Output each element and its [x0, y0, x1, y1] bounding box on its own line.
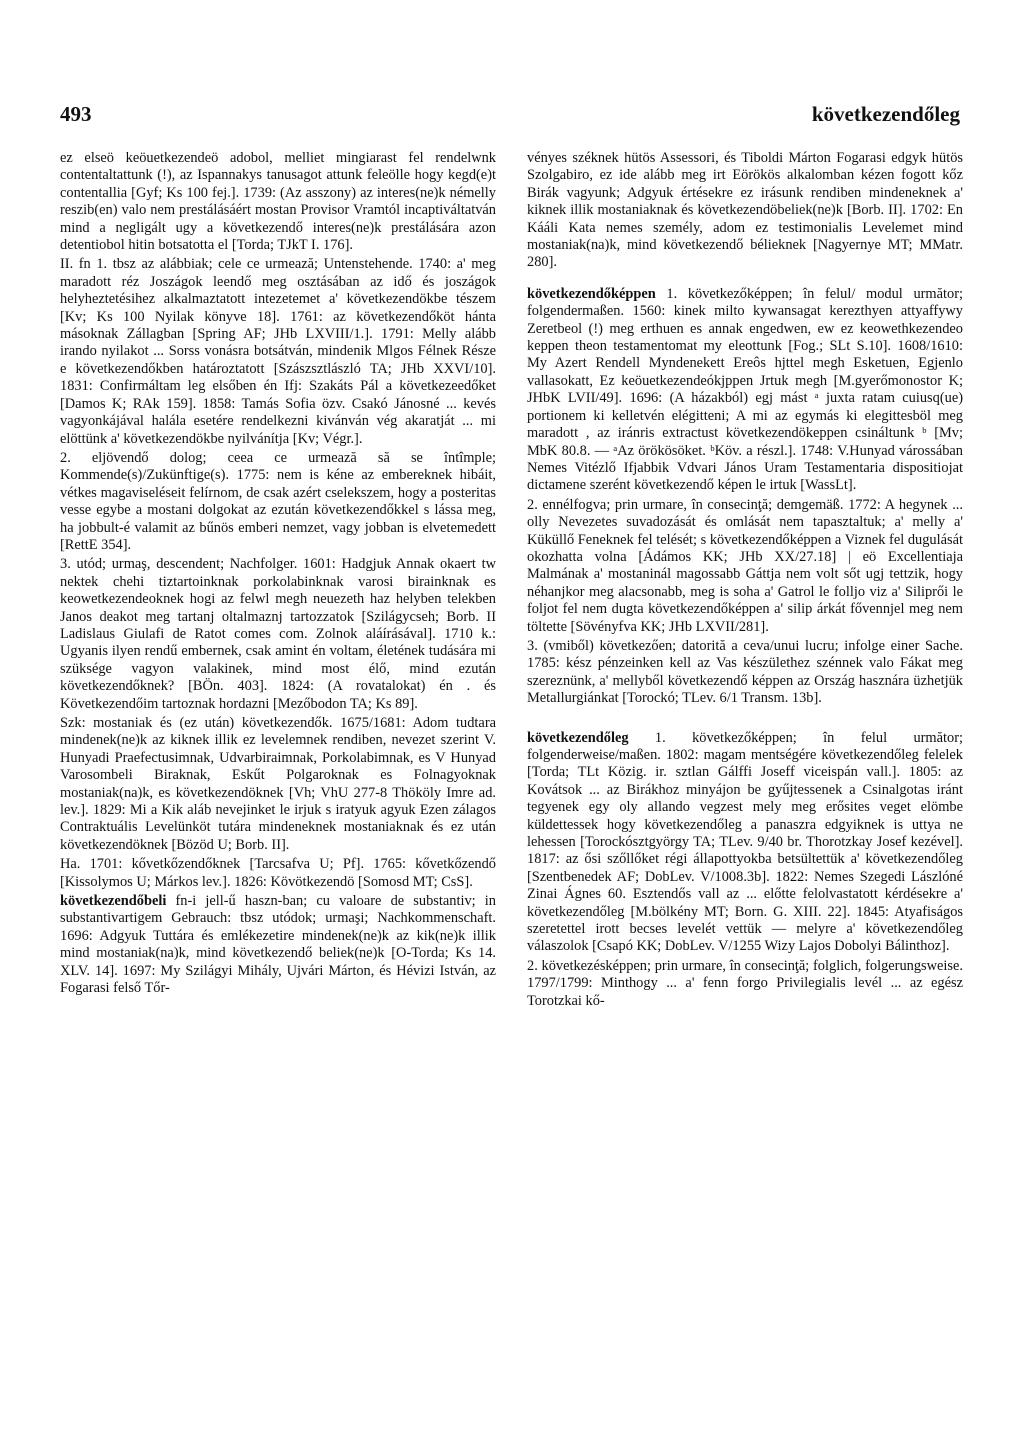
sense-2-kovetkezendoleg: 2. következésképpen; prin urmare, în consecinţă; folglich, folgerungsweise. 1797/1799: Minthogy ... a' fenn forgo Privilegialis levél ... az egész Torotzkai kő-: [527, 957, 963, 1009]
entry-kovetkezendokeppen: következendőképpen 1. következőképpen; în felul/ modul următor; folgendermaßen. 1560: kinek milto kywansagat kerezthyen attyaffywy Zeretbeol (!) meg erthuen es annak engedwen, ew ez keowethkezendeo keppen theon testamentomat my eleottunk [Fog.; SLt S.10]. 1608/1610: My Azert Rendell Myndenekett Ereôs hjttel megh Esketuen, Egjenlo vallasokatt, Ez keöuetkezendeókjppen Jrtuk megh [M.gyerőmonostor K; JHbK LVII/49]. 1696: (A házakból) egj mást ᵃ juxta ratam cuiusq(ue) portionem ki kelletvén elégitteni; A mi az egymás ki elegittesböl meg maradott , az iránris extractust következendökeppen csináltunk ᵇ [Mv; MbK 80.8. — ᵃAz örökösöket. ᵇKöv. a részl.]. 1748: V.Hunyad várossában Nemes Vitézlő Ifjabbik Vdvari János Uram Testamentaria dispositiojat dictamene szerént következendő képen le irtuk [WassLt].: [527, 285, 963, 494]
sense-2-right: 2. ennélfogva; prin urmare, în consecinţă; demgemäß. 1772: A hegynek ... olly Nevezetes suvadozását és omlását nem tapasztaltuk; a' melly a' Küküllő Feneknek fel telését; s következendőképpen a Viznek fel dugulását okozhatta volna [Ádámos KK; JHb XX/27.18] | eö Excellentiaja Malmának a' mostaninál magossabb Gáttja nem volt sőt ugj tettzik, hogy néhanjkor meg alacsonabb, meg is soha a' Gatrol le folljo viz a' Siliprői le foljot fel nem dugta következendőképpen a' silip árkát fővennjel meg nem töltette [Sövényfva KK; JHb LXVII/281].: [527, 496, 963, 635]
right-column: [527, 150, 963, 1010]
variant-forms: Ha. 1701: kővetkőzendőknek [Tarcsafva U; Pf]. 1765: kővetkőzendő [Kissolymos U; Márkos lev.]. 1826: Kövötkezendö [Somosd MT; CsS].: [60, 856, 496, 890]
sense-2: 2. eljövendő dolog; ceea ce urmează să se întîmple; Kommende(s)/Zukünftige(s). 1775: nem is kéne az embereknek hibáit, vétkes magaviseléseit felírnom, de csak azért cselekszem, hogy a posteritas vesse egybe a mostani dolgokat az ezután következendőkkel s lássa meg, ha jobbult-é valamit az bűnös emberi nemzet, vagy jobban is elvetemedett [RettE 354].: [60, 449, 496, 553]
entry-continuation: ez elseö keöuetkezendeö adobol, melliet mingiarast fel rendelwnk contentaltattunk (!), az Ispannakys tanusagot attunk feleölle hogy kegd(e)t contentallia [Gyf; Ks 100 fej.]. 1739: (Az asszony) az interes(ne)k némelly reszib(en) valo nem prestálásáért mostan Provisor Vramtól incaptiváltatván mind a negligált ugy a következendő interes(ne)k prestálására azon detentiobol hitin botsatotta el [Torda; TJkT I. 176].: [60, 150, 496, 254]
entry-kovetkezendobeli: következendőbeli fn-i jell-ű haszn-ban; cu valoare de substantiv; in substantivartigem Gebrauch: tbsz utódok; urmaşi; Nachkommenschaft. 1696: Adgyuk Tuttára és emlékezetire mindenek(ne)k az kik(ne)k illik mind mostaniak(na)k, mind következendő beliek(ne)k [O-Torda; Ks 14. XLV. 14]. 1697: My Szilágyi Mihály, Ujvári Márton, és Hévizi István, az Fogarasi felső Tőr-: [60, 893, 496, 997]
headword: következendőképpen: [527, 285, 656, 302]
entry-continuation-right: vényes széknek hütös Assessori, és Tiboldi Márton Fogarasi edgyk hütös Szolgabiro, ez ide alább meg irt Eörökös alkalomban kézen fogott kőz Birák vagyunk; Adgyuk értésekre ez irásunk rendiben mindeneknek a' kiknek illik mostaniaknak és következendöbeliek(ne)k [Borb. II]. 1702: En Kááli Kata nemes személy, adom ez testimonialis Levelemet mind mostaniak(na)k, mind következendő bélieknek [Nagyernye MT; MMatr. 280].: [527, 150, 963, 271]
left-column: [60, 150, 496, 998]
headword: következendőbeli: [60, 893, 167, 910]
entry-kovetkezendoleg: következendőleg 1. következőképpen; în felul următor; folgenderweise/maßen. 1802: magam mentségére következendőleg felelek [Torda; TLt Közig. ir. sztlan Gálffi Joseff viceispán vall.]. 1805: az Kovátsok ... az Birákhoz minyájon be gyűjtessenek a Csinalgotas iránt tegyenek egy oly allando vegzest mely meg erősites veget elömbe küldettessek hogy következendőleg a panaszra edgyiknek is uttya ne lehessen [Torockósztgyörgy TA; TLev. 9/40 br. Thorotzkay Josef kezével]. 1817: az ősi szőllőket régi állapottyokba betsültettük a' következendőleg [Szentbenedek AF; DobLev. V/1008.3b]. 1822: Nemes Szegedi Lászlóné Zinai Ágnes 60. Esztendős vall az ... előtte felolvastatott kérdésekre a' következendőleg [M.bölkény MT; Born. G. XIII. 22]. 1845: Atyafiságos szeretettel irott becses levelét vettük — melyre a' következendőleg válaszolok [Csapó KK; DobLev. V/1255 Wizy Lajos Dobolyi Bálinthoz].: [527, 729, 963, 955]
sense-ii-1: II. fn 1. tbsz az alábbiak; cele ce urmează; Untenstehende. 1740: a' meg maradott réz Joszágok leendő meg osztásában az idő és joszágok helyheztetésihez alkalmaztatott intezetemet a' következendökbe tészem [Kv; Ks 100 Nyilak könyve 18]. 1761: az következendőköt hánta másoknak Zállagban [Spring AF; JHb LXVIII/1.]. 1791: Melly alább irando nyilakot ... Sorss vonásra botsátván, mindenik Mlgos Félnek Része e következendőkben határoztatott [Szászsztlászló TA; JHb XXVI/10]. 1831: Confirmáltam leg elsőben én Ifj: Szakáts Pál a következeedőket [Damos K; RAk 159]. 1858: Tamás Sofia özv. Csakó Jánosné ... kevés vagyonkájával halála esetére rendelkezni kivánván vég akaratját ... mi elöttünk a' következendökbe nyilvánítja [Kv; Végr.].: [60, 256, 496, 447]
headword: következendőleg: [527, 729, 629, 746]
page-header: [60, 102, 960, 132]
phrase-section: Szk: mostaniak és (ez után) következendők. 1675/1681: Adom tudtara mindenek(ne)k az kiknek illik ez levelemnek rendiben, nevezet szerint V. Hunyadi Praefectusimnak, Udvarbiraimnak, Porkolabimnak, es V Hunyad Varosombeli Biraknak, Eskűt Polgaroknak es Folnagyoknak mostaniak(na)k, es következendöknek [Vh; VhU 277-8 Thököly Imre ad. lev.]. 1829: Mi a Kik aláb nevejinket le irjuk s iratyuk agyuk Ezen zálagos Contraktuális Levelünköt tutára mindeneknek mostaniaknak és ez után következendöknek [Bözöd U; Borb. II].: [60, 715, 496, 853]
sense-3: 3. utód; urmaş, descendent; Nachfolger. 1601: Hadgjuk Annak okaert tw nektek chehi tiztartoinknak porkolabinknak varosi birainknak es keowetkezendeoknek hogi az felwl megh neuezeth haz helyben telekben Janos deakot meg tartanj oltalmaznj tartozzatok [Szilágycseh; Borb. II Ladislaus Giulafi de Ratot comes com. Zolnok aláírásával]. 1710 k.: Ugyanis ilyen rendű embernek, csak amint én voltam, életének tudására mi szüksége vagyon valakinek, mind most élő, mind ezután következendőknek? [BÖn. 403]. 1824: (A rovatalokat) én . és Következendőim tartoznak hordazni [Mezőbodon TA; Ks 89].: [60, 556, 496, 712]
running-head: következendőleg: [811, 102, 960, 126]
sense-3-right: 3. (vmiből) következően; datorită a ceva/unui lucru; infolge einer Sache. 1785: kész pénzeinken kell az Vas készülethez szénnek valo Fákat meg szereznünk, a' mellyből következendő képpen az Ország hasznára üzhetjük Metallurgiánkat [Torockó; TLev. 6/1 Transm. 13b].: [527, 637, 963, 707]
page-number: 493: [60, 102, 92, 126]
